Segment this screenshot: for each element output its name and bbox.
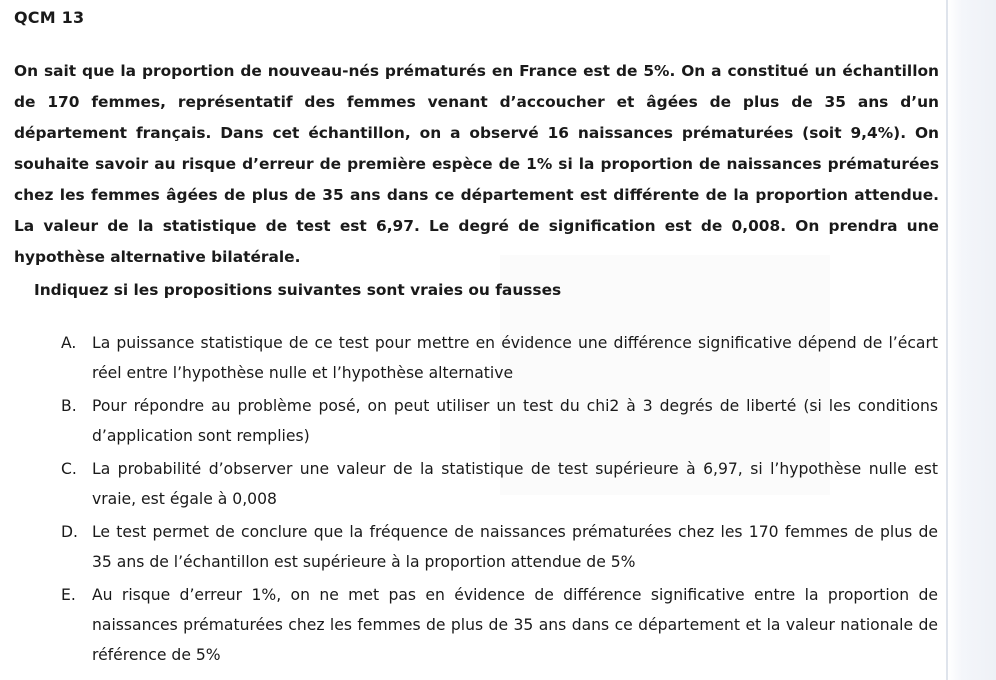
- choice-text: La probabilité d’observer une valeur de la statistique de test supérieure à 6,97, si l’hypothèse nulle est vraie, est égale à 0,008: [92, 460, 938, 508]
- choice-e: [0, 580, 960, 670]
- choice-b: [0, 391, 960, 451]
- choice-text: Pour répondre au problème posé, on peut utiliser un test du chi2 à 3 degrés de liberté (si les conditions d’application sont remplies): [92, 397, 938, 445]
- choice-c: [0, 454, 960, 514]
- choice-text: La puissance statistique de ce test pour mettre en évidence une différence significative dépend de l’écart réel entre l’hypothèse nulle et l’hypothèse alternative: [92, 334, 938, 382]
- choice-text: Le test permet de conclure que la fréquence de naissances prématurées chez les 170 femmes de plus de 35 ans de l’échantillon est supérieure à la proportion attendue de 5%: [92, 523, 938, 571]
- question-instruction: Indiquez si les propositions suivantes sont vraies ou fausses: [34, 281, 562, 299]
- choice-d: [0, 517, 960, 577]
- choice-letter: C.: [61, 460, 77, 478]
- choice-letter: A.: [61, 334, 77, 352]
- question-stem: On sait que la proportion de nouveau-nés prématurés en France est de 5%. On a constitué un échantillon de 170 femmes, représentatif des femmes venant d’accoucher et âgées de plus de 35 ans d’un département français. Dans cet échantillon, on a observé 16 naissances prématurées (soit 9,4%). On souhaite savoir au risque d’erreur de première espèce de 1% si la proportion de naissances prématurées chez les femmes âgées de plus de 35 ans dans ce département est différente de la proportion attendue. La valeur de la statistique de test est 6,97. Le degré de signification est de 0,008. On prendra une hypothèse alternative bilatérale.: [14, 62, 939, 266]
- choice-list: [0, 328, 960, 673]
- choice-letter: B.: [61, 397, 77, 415]
- choice-text: Au risque d’erreur 1%, on ne met pas en évidence de différence significative entre la proportion de naissances prématurées chez les femmes de plus de 35 ans dans ce département et la valeur nationale de référence de 5%: [92, 586, 938, 664]
- choice-letter: D.: [61, 523, 78, 541]
- question-title: QCM 13: [14, 8, 85, 27]
- choice-a: [0, 328, 960, 388]
- choice-letter: E.: [61, 586, 76, 604]
